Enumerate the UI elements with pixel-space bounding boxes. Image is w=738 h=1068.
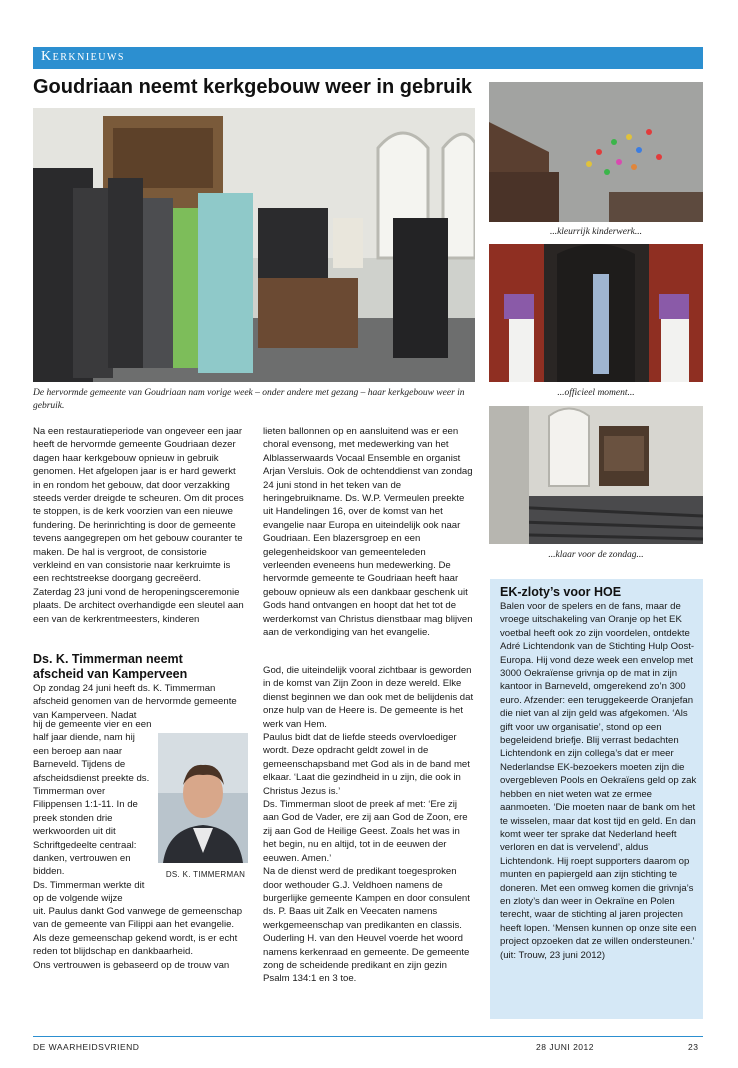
- article1-col1: [33, 425, 245, 626]
- interior-photo: [489, 406, 703, 544]
- official-caption: ...officieel moment...: [557, 388, 635, 398]
- main-photo: [33, 108, 475, 382]
- article2-title: [33, 652, 245, 682]
- article2-col1-rest: [33, 905, 245, 972]
- interior-image: [489, 406, 703, 544]
- article2-wrap-text: hij de gemeente vier en een half jaar diende, nam hij een beroep aan naar Barneveld. Tijdens de afscheidsdienst preekte ds. Timmerman over Filippensen 1:1-11. In de preek stonden drie werkwoorden uit dit Schriftgedeelte centraal: danken, vertrouwen en bidden.: [33, 719, 152, 878]
- article1-para1: Na een restauratieperiode van ongeveer een jaar heeft de hervormde gemeente Goudriaan dezer dagen haar kerkgebouw opnieuw in gebruik genomen. Het afgelopen jaar is er hard gewerkt in en rondom het gebouw, dat door verzakking steeds verder dreigde te scheuren. Om dit proces te stoppen, is de kerk voorzien van een nieuwe fundering. De herinrichting is door de gemeente tevens aangegrepen om het gebouw couranter te maken. De hal is vergroot, de consistorie verkleind en van consistorie naar kerkruimte is een rechtstreekse doorgang gecreëerd.: [33, 426, 244, 585]
- main-photo-caption: De hervormde gemeente van Goudriaan nam vorige week – onder andere met gezang – haar kerkgebouw weer in gebruik.: [33, 388, 465, 411]
- sidebar-body: Balen voor de spelers en de fans, maar de vroege uitschakeling van Oranje op het EK voetbal heeft ook zo zijn voordelen, ontdekte Adré Lichtendonk van de Stichting Hulp Oost-Europa. Hij vond deze week een envelop met 3000 Oekraïense grivnja op de mat in zijn kantoor in Barneveld, omgerekend zo’n 300 euro. Afzender: een teruggekeerde Oranjefan die niet van al zijn geld was afgekomen. ‘Als gift voor uw organisatie’, stond op een begeleidend briefje. Blij verrast bedachten Lichtendonk en zijn collega’s dat er meer Nederlandse EK-bezoekers moeten zijn die overgebleven Pools en Oekraïens geld op zak hebben en niet weten wat ze ermee aanmoeten. ‘Die moeten naar de bank om het te wisselen, maar dat kost tijd en geld. En dan komt weer ter sprake dat Nederland heeft verloren en dat is vervelend’, aldus Lichtendonk. Hij roept supporters daarom op munten en papiergeld aan zijn stichting te doneren. Met een omweg komen die grivnja’s en zloty’s dan weer in Oekraïne en Polen terecht, waar de stichting al jaren projecten heeft lopen. ‘Mensen kunnen op onze site een project opzoeken dat ze willen ondersteunen.’ (uit: Trouw, 23 juni 2012): [500, 601, 697, 961]
- article2-col1-end-text: Ons vertrouwen is gebaseerd op de trouw van: [33, 959, 230, 971]
- portrait-caption: DS. K. TIMMERMAN: [165, 870, 246, 879]
- official-photo: [489, 244, 703, 382]
- balloons-image: [489, 82, 703, 222]
- article2-title-line1: Ds. K. Timmerman neemt: [33, 652, 183, 666]
- footer-date: 28 JUNI 2012: [536, 1042, 594, 1052]
- footer-page-number: 23: [688, 1042, 699, 1052]
- article2-intro: Op zondag 24 juni heeft ds. K. Timmerman afscheid genomen van de hervormde gemeente van Kamperveen. Nadat: [33, 683, 237, 721]
- balloons-photo: [489, 82, 703, 222]
- article2-title-line2: afscheid van Kamperveen: [33, 667, 188, 681]
- article2-col2-para1: God, die uiteindelijk vooral zichtbaar is geworden in de komst van Zijn Zoon in deze wereld. Elke dienst beginnen we dan ook met de belijdenis dat onze hulp van de Heere is. De gemeente is het werk van Hem.: [263, 665, 474, 730]
- portrait-image: [158, 733, 248, 863]
- footer-rule: [33, 1036, 703, 1037]
- balloons-caption: ...kleurrijk kinderwerk...: [549, 227, 643, 237]
- article2-col2-para2: Paulus bidt dat de liefde steeds overvloediger wordt. Deze opdracht geldt zowel in de gemeenschapsband met God als in de band met elkaar. ‘Laat die gezindheid in u zijn, die ook in Christus Jezus is.’: [263, 732, 470, 797]
- article1-para2: Zaterdag 23 juni vond de heropeningsceremonie plaats. De architect overhandigde een sleutel aan een van de kerkrentmeesters, kinderen: [33, 586, 244, 625]
- section-label: Kerknieuws: [41, 49, 125, 64]
- official-image: [489, 244, 703, 382]
- article1-para3: lieten ballonnen op en aansluitend was er een choral evensong, met medewerking van het Alblasserwaards Vocaal Ensemble en organist Arjan Versluis. Ook de ochtenddienst van zondag 24 juni stond in het teken van de heringebruikname. Ds. W.P. Vermeulen preekte uit Handelingen 16, over de komst van het evangelie naar Europa en uiteindelijk ook naar Goudriaan. Een blazersgroep en een gelegenheidskoor van gemeenteleden verleenden eveneens hun medewerking. De hervormde gemeente te Goudriaan heeft haar gebouw opnieuw als een dankbaar geschenk uit Gods hand ontvangen en hoopt dat het tot de werderkomst van Christus dienstbaar mag blijven aan de verkondiging van het evangelie.: [263, 426, 473, 639]
- portrait-photo: [158, 733, 248, 863]
- article2-col2: [263, 664, 475, 986]
- footer-publication: DE WAARHEIDSVRIEND: [33, 1042, 140, 1052]
- article1-col2: [263, 425, 475, 640]
- choir-photo: [33, 108, 475, 382]
- article2-wrap-text2: Ds. Timmerman werkte dit op de volgende wijze: [33, 879, 145, 905]
- article2-col2-para4: Na de dienst werd de predikant toegesproken door wethouder G.J. Veldhoen namens de burgerlijke gemeente Kampen en door consulent ds. P. Baas uit Zalk en Veecaten namens werkgemeenschap van predikanten en classis. Ouderling H. van den Heuvel voerde het woord namens kerkenraad en gemeente. De gemeente zong de scheidende predikant en zijn gezin Psalm 134:1 en 3 toe.: [263, 866, 470, 985]
- sidebar-title: EK-zloty’s voor HOE: [500, 585, 622, 599]
- sidebar-box: [490, 579, 703, 1019]
- interior-caption: ...klaar voor de zondag...: [548, 550, 644, 560]
- article2-col2-para3: Ds. Timmerman sloot de preek af met: ‘Ere zij aan God de Vader, ere zij aan God de Zoon, ere zij aan God de Heilige Geest. Zoals het was in het begin, nu en altijd, tot in de eeuwen der eeuwen. Amen.’: [263, 799, 468, 864]
- section-bar: [33, 47, 703, 69]
- article2-col1-rest-text: uit. Paulus dankt God vanwege de gemeenschap van de gemeente van Filippi aan het evangelie. Als deze gemeenschap gekend wordt, is er echt reden tot blijdschap en dankbaarheid.: [33, 906, 243, 958]
- headline: Goudriaan neemt kerkgebouw weer in gebruik: [33, 76, 472, 98]
- article2-wrap: [33, 718, 153, 906]
